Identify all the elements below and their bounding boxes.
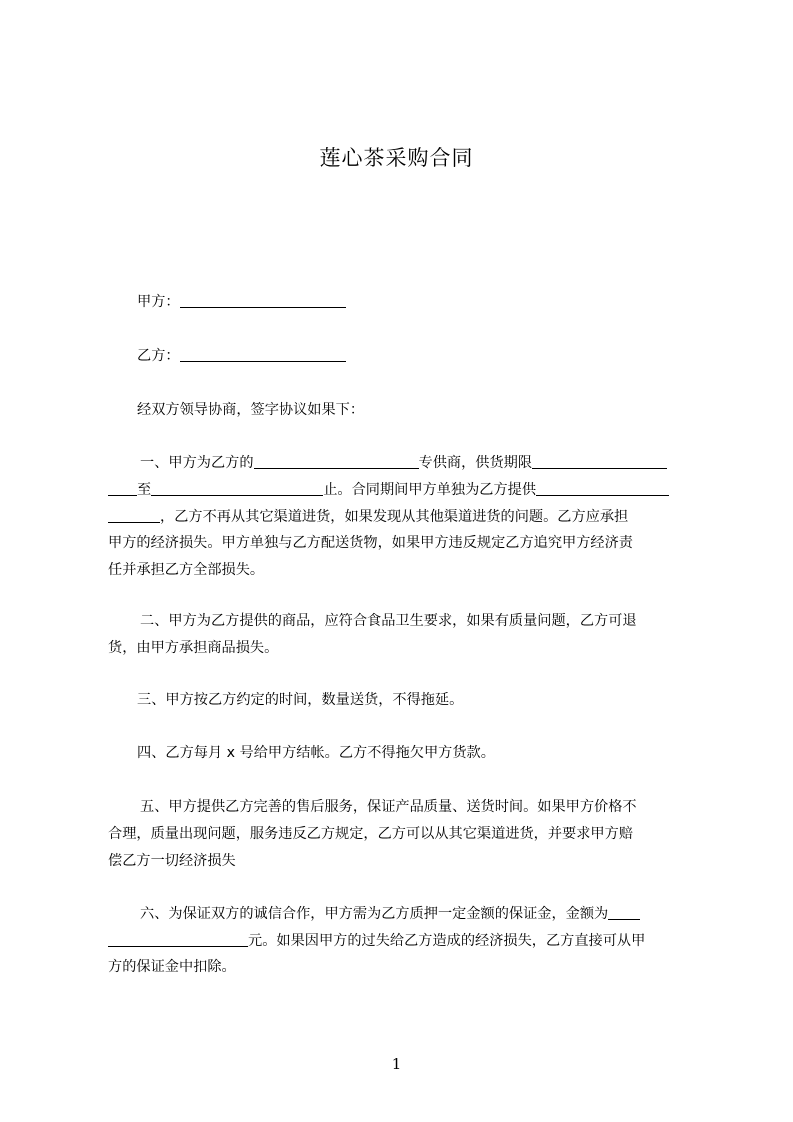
- clause-5-line-1: 五、甲方提供乙方完善的售后服务，保证产品质量、送货时间。如果甲方价格不: [140, 799, 637, 815]
- clause-1-text: 专供商，供货期限: [418, 455, 533, 471]
- intro-paragraph: 经双方领导协商，签字协议如果下：: [137, 402, 365, 418]
- clause-1-line-4: 甲方的经济损失。甲方单独与乙方配送货物，如果甲方违反规定乙方追究甲方经济责: [108, 535, 633, 551]
- deposit-amount-blank[interactable]: [608, 905, 640, 920]
- clause-1-text: 止。合同期间甲方单独为乙方提供: [323, 482, 537, 498]
- clause-1-text: 至: [137, 482, 152, 498]
- party-a-line: [137, 291, 346, 312]
- deposit-amount-blank-cont[interactable]: [108, 932, 248, 947]
- clause-1-line-1: [140, 452, 667, 473]
- clause-6-line-1: [140, 903, 640, 924]
- clause-1-line-3: [108, 506, 628, 527]
- clause-5-line-3: 偿乙方一切经济损失: [108, 853, 236, 869]
- supply-period-end-blank[interactable]: [151, 481, 323, 496]
- page-number: 1: [391, 1055, 402, 1073]
- clause-1-text: 一、甲方为乙方的: [140, 455, 254, 471]
- clause-2-line-2: 货，由甲方承担商品损失。: [108, 640, 279, 656]
- clause-6-line-3: 方的保证金中扣除。: [108, 959, 236, 975]
- clause-2-line-1: 二、甲方为乙方提供的商品，应符合食品卫生要求，如果有质量问题，乙方可退: [140, 613, 637, 629]
- clause-1-text: ，乙方不再从其它渠道进货，如果发现从其他渠道进货的问题。乙方应承担: [160, 509, 629, 525]
- supply-period-start-blank[interactable]: [532, 454, 667, 469]
- supplied-goods-blank[interactable]: [536, 481, 669, 496]
- party-b-label: 乙方：: [137, 348, 180, 364]
- clause-5-line-2: 合理，质量出现问题，服务违反乙方规定，乙方可以从其它渠道进货，并要求甲方赔: [108, 826, 633, 842]
- supplied-goods-blank-cont[interactable]: [108, 508, 160, 523]
- document-title: 莲心茶采购合同: [319, 146, 474, 170]
- clause-1-line-5: 任并承担乙方全部损失。: [108, 562, 265, 578]
- party-b-line: [137, 345, 346, 366]
- supply-period-start-blank-cont[interactable]: [108, 481, 137, 496]
- clause-4: 四、乙方每月 x 号给甲方结帐。乙方不得拖欠甲方货款。: [137, 745, 495, 761]
- party-a-blank[interactable]: [180, 293, 346, 308]
- party-a-label: 甲方：: [137, 294, 180, 310]
- supplier-blank[interactable]: [254, 454, 419, 469]
- clause-6-text: 元。如果因甲方的过失给乙方造成的经济损失，乙方直接可从甲: [248, 933, 646, 949]
- party-b-blank[interactable]: [180, 347, 346, 362]
- clause-3: 三、甲方按乙方约定的时间，数量送货，不得拖延。: [137, 692, 464, 708]
- clause-6-line-2: [108, 930, 645, 951]
- clause-6-text: 六、为保证双方的诚信合作，甲方需为乙方质押一定金额的保证金，金额为: [140, 906, 609, 922]
- clause-1-line-2: [108, 479, 669, 500]
